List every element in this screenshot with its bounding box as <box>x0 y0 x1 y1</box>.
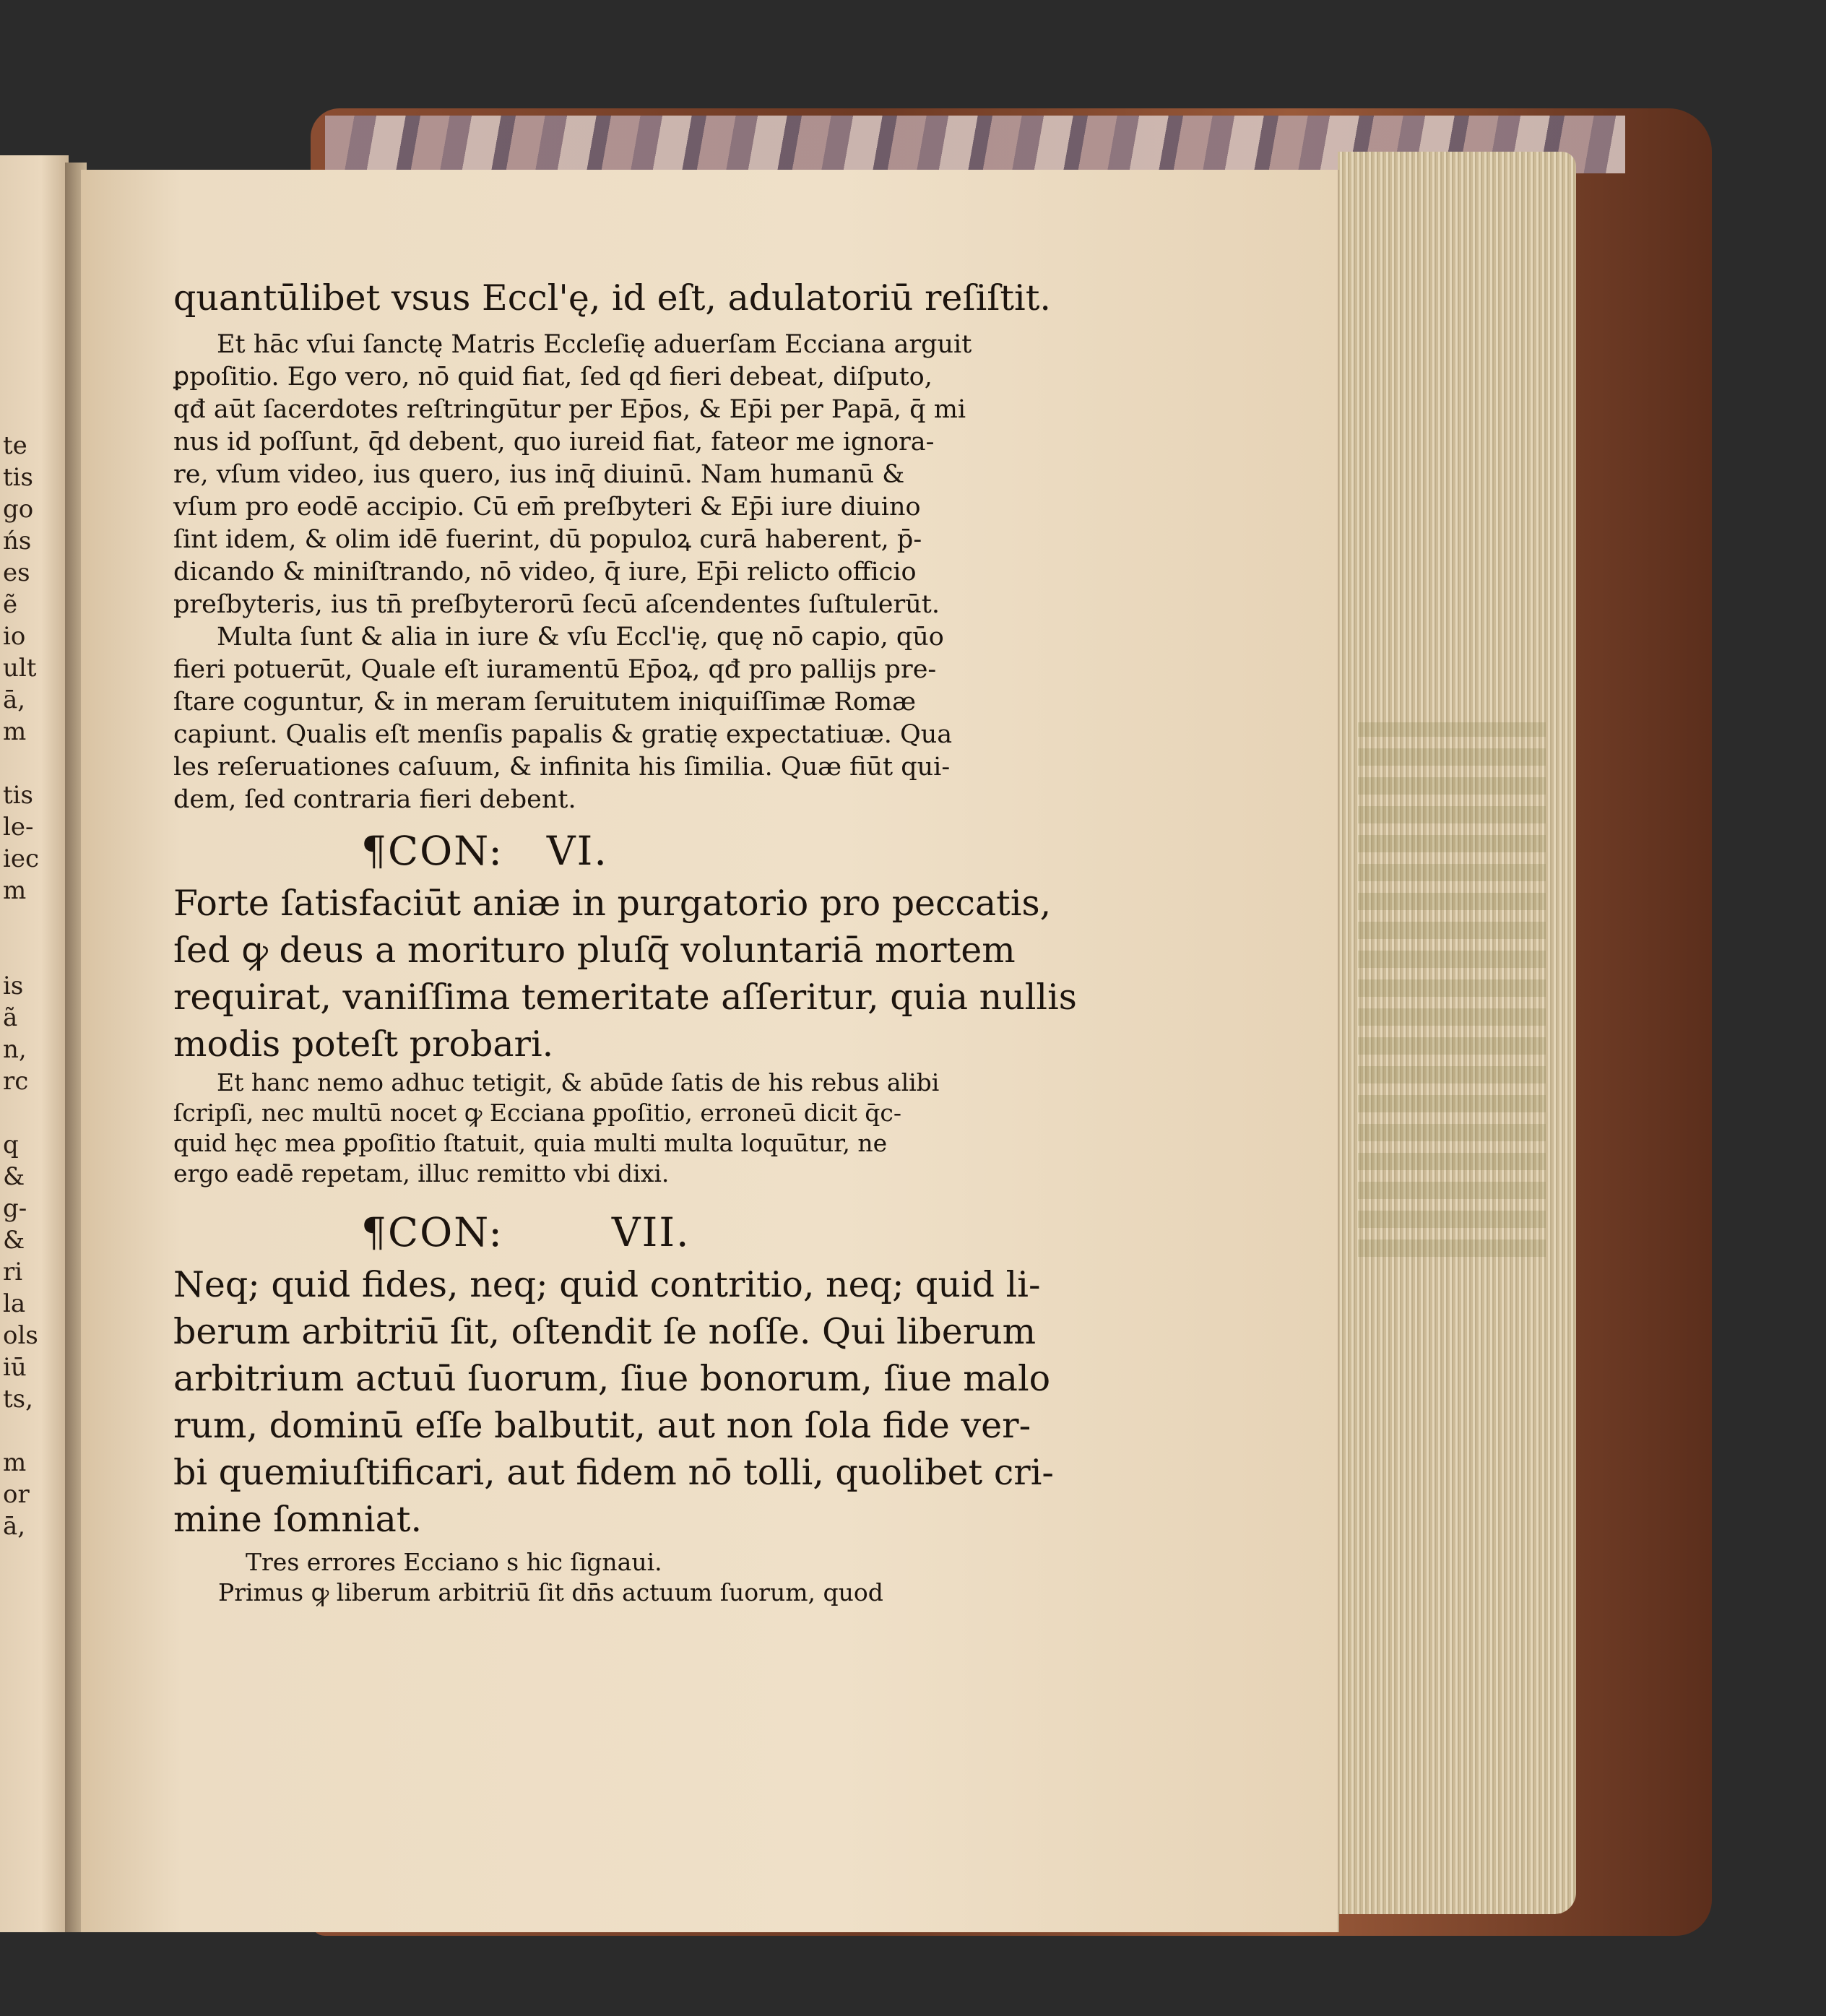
left-fragment <box>3 1097 61 1129</box>
text-line: nus id poſſunt, q̄d debent, quo iureid fiat, fateor me ignora- <box>173 428 935 457</box>
text-line: fieri potuerūt, Quale eſt iuramentū Ep̄oꝝ, qđ pro pallijs pre- <box>173 655 937 684</box>
text-line: ſed ꝙ deus a morituro pluſq̄ voluntariā mortem <box>173 930 1016 971</box>
last-line: Primus ꝙ liberum arbitriū ſit dn̄s actuum ſuorum, quod <box>218 1578 883 1606</box>
heading-number: VI. <box>546 828 608 874</box>
left-fragment: ā, <box>3 1512 26 1541</box>
left-fragment <box>3 748 61 779</box>
left-fragment: ri <box>3 1258 23 1286</box>
left-fragment: tis <box>3 463 33 492</box>
left-fragment: is <box>3 972 24 1000</box>
caption: Tres errores Ecciano s hic ſignaui. <box>246 1548 662 1576</box>
paragraph-2 <box>173 621 953 816</box>
text-line: ſtare coguntur, & in meram ſeruitutem iniquiſſimæ Romæ <box>173 688 917 717</box>
heading-number: VII. <box>611 1209 691 1255</box>
paragraph-mark: ¶ <box>361 1209 388 1255</box>
text-line: Et hanc nemo adhuc tetigit, & abūde ſatis de his rebus alibi <box>217 1068 940 1096</box>
left-fragment: ā, <box>3 685 26 714</box>
text-line: rum, dominū eſſe balbutit, aut non ſola fide ver- <box>173 1405 1031 1446</box>
left-fragment: tis <box>3 781 33 810</box>
left-fragment: la <box>3 1289 26 1318</box>
con-7-text <box>173 1261 1054 1543</box>
left-fragment: es <box>3 558 30 587</box>
text-line: vſum pro eodē accipio. Cū em̄ preſbyteri & Ep̄i iure diuino <box>173 493 921 522</box>
text-line: Neq; quid fides, neq; quid contritio, neq; quid li- <box>173 1264 1041 1305</box>
text-line: ſcripſi, nec multū nocet ꝙ Ecciana ꝑpoſitio, erroneū dicit q̄c- <box>173 1099 902 1127</box>
left-fragment: ult <box>3 654 37 683</box>
text-line: Multa ſunt & alia in iure & vſu Eccl'ię, quę nō capio, qūo <box>217 623 944 652</box>
paragraph-1 <box>173 329 972 621</box>
left-fragment: q <box>3 1130 19 1159</box>
left-fragment: ã <box>3 1003 18 1032</box>
left-fragment <box>3 938 61 970</box>
text-line: bi quemiuſtificari, aut fidem nō tolli, quolibet cri- <box>173 1452 1054 1493</box>
text-line: ꝑpoſitio. Ego vero, nō quid fiat, ſed qd fieri debeat, diſputo, <box>173 363 933 391</box>
left-fragment: or <box>3 1480 30 1509</box>
text-line: capiunt. Qualis eſt menſis papalis & gratię expectatiuæ. Qua <box>173 720 953 749</box>
text-line: quid hęc mea ꝑpoſitio ſtatuit, quia multi multa loquūtur, ne <box>173 1129 888 1157</box>
left-fragment <box>3 907 61 938</box>
left-fragment: le- <box>3 813 34 842</box>
left-fragment: ńs <box>3 527 32 555</box>
con-6-text <box>173 880 1077 1068</box>
left-fragment <box>3 1415 61 1447</box>
left-fragment: ẽ <box>3 590 18 619</box>
text-line: les reſeruationes caſuum, & infinita his ſimilia. Quæ fiūt qui- <box>173 753 951 782</box>
left-fragment: iū <box>3 1353 27 1382</box>
text-line: re, vſum video, ius quero, ius inq̄ diuinū. Nam humanū & <box>173 460 905 489</box>
left-fragment: m <box>3 1448 27 1477</box>
left-fragment: ts, <box>3 1385 33 1414</box>
first-line: quantūlibet vsus Eccl'ę, id eſt, adulatoriū reſiſtit. <box>173 277 1051 319</box>
text-line: berum arbitriū ſit, oſtendit ſe noſſe. Qui liberum <box>173 1311 1037 1352</box>
left-fragment: m <box>3 717 27 746</box>
text-line: ergo eadē repetam, illuc remitto vbi dixi. <box>173 1159 670 1187</box>
left-fragment: io <box>3 622 26 651</box>
heading-con-6 <box>173 822 932 880</box>
left-fragment: iec <box>3 844 40 873</box>
text-line: Et hāc vſui ſanctę Matris Eccleſię aduerſam Ecciana arguit <box>217 330 972 359</box>
text-line: arbitrium actuū ſuorum, ſiue bonorum, ſiue malo <box>173 1358 1051 1399</box>
text-line: requirat, vaniſſima temeritate aſſeritur, quia nullis <box>173 977 1077 1018</box>
left-fragment: go <box>3 495 34 524</box>
left-fragment: & <box>3 1162 25 1191</box>
text-line: dem, ſed contraria fieri debent. <box>173 785 576 814</box>
left-fragment: te <box>3 431 27 460</box>
left-fragment: & <box>3 1226 25 1255</box>
left-fragment: n, <box>3 1035 27 1064</box>
page-text <box>173 274 1077 1608</box>
left-page <box>0 155 69 1932</box>
fore-edge-inscription <box>1358 722 1546 1257</box>
text-line: dicando & miniſtrando, nō video, q̄ iure, Ep̄i relicto officio <box>173 558 917 587</box>
paragraph-3 <box>173 1068 940 1189</box>
heading-label: CON: <box>388 828 503 874</box>
heading-label: CON: <box>388 1209 503 1255</box>
text-line: Forte ſatisfaciūt aniæ in purgatorio pro peccatis, <box>173 883 1052 924</box>
text-line: qđ aūt ſacerdotes reſtringūtur per Ep̄os, & Ep̄i per Papā, q̄ mi <box>173 395 966 424</box>
text-line: mine ſomniat. <box>173 1499 423 1540</box>
left-page-fragments <box>3 430 61 1542</box>
text-line: preſbyteris, ius tn̄ preſbyterorū ſecū aſcendentes ſuſtulerūt. <box>173 590 940 619</box>
left-fragment: rc <box>3 1067 29 1096</box>
heading-con-7 <box>173 1203 932 1261</box>
left-fragment: ols <box>3 1321 38 1350</box>
text-line: modis poteſt probari. <box>173 1024 554 1065</box>
paragraph-mark: ¶ <box>361 828 388 874</box>
text-line: ſint idem, & olim idē fuerint, dū populoꝝ curā haberent, p̄- <box>173 525 922 554</box>
left-fragment: m <box>3 876 27 905</box>
left-fragment: g- <box>3 1194 27 1223</box>
